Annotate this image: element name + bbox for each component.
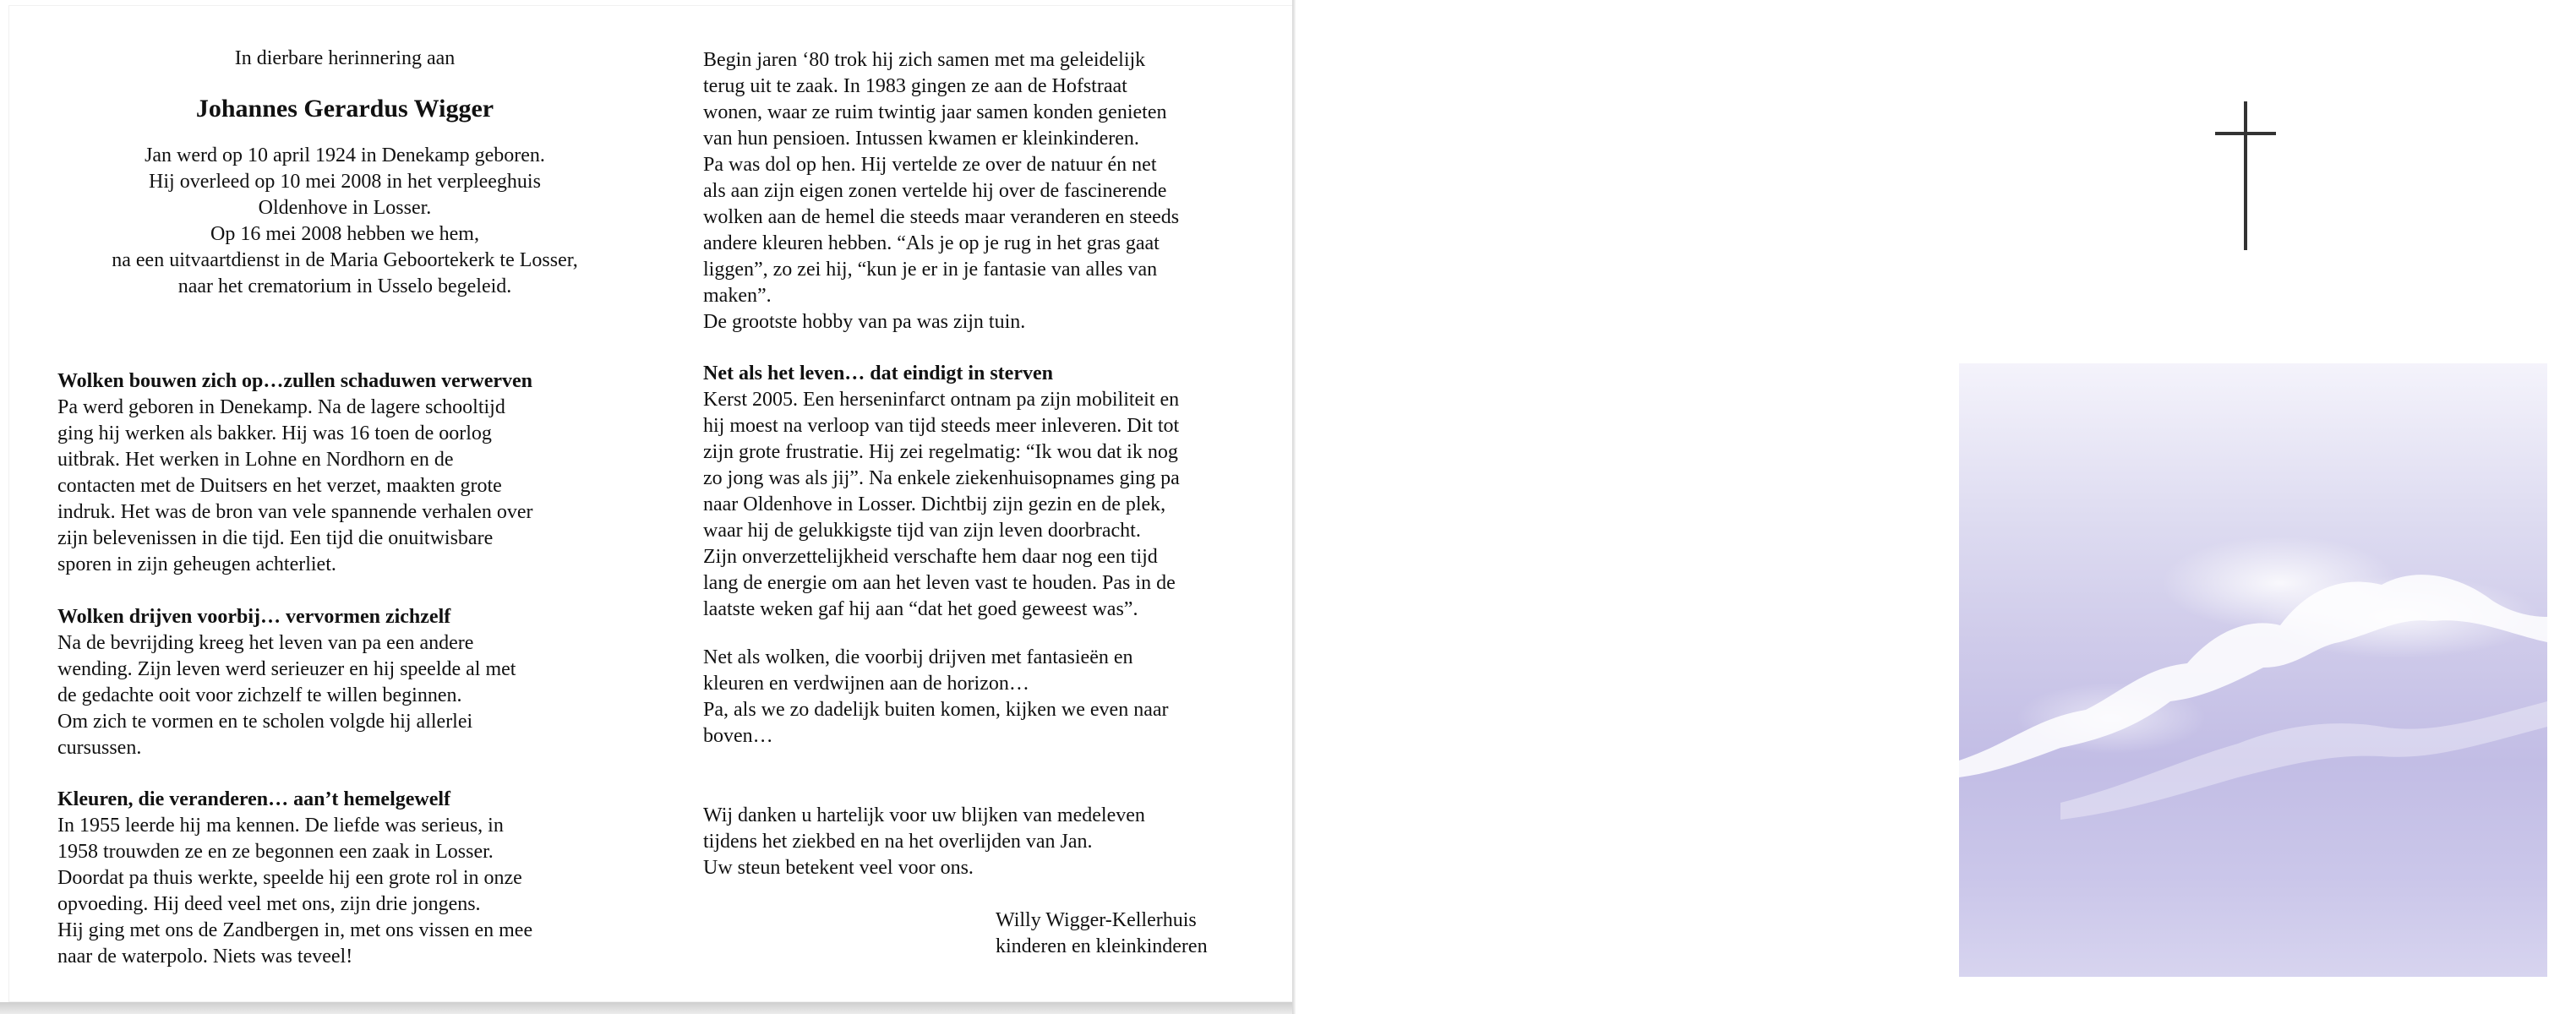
memorial-label: In dierbare herinnering aan [234, 47, 456, 69]
fact-line: Op 16 mei 2008 hebben we hem, [210, 223, 479, 245]
section-illness [703, 361, 1253, 623]
section-heading: Kleuren, die veranderen… aan’t hemelgewelf [57, 788, 451, 810]
deceased-name: Johannes Gerardus Wigger [195, 95, 494, 123]
life-facts [57, 143, 632, 300]
thanks-text: Wij danken u hartelijk voor uw blijken van medeleven tijdens het ziekbed en na het overlijden van Jan. Uw steun betekent veel voor ons. [703, 804, 1145, 879]
signature-block [996, 908, 1208, 960]
section-heading: Wolken bouwen zich op…zullen schaduwen verwerven [57, 370, 533, 392]
section-text: Begin jaren ‘80 trok hij zich samen met ma geleidelijk terug uit te zaak. In 1983 gingen ze aan de Hofstraat wonen, waar ze ruim twintig jaar samen konden genieten van hun pensioen. Intussen kwamen er kleinkinderen. Pa was dol op hen. Hij vertelde ze over de natuur én net als aan zijn eigen zonen vertelde hij over de fascinerende wolken aan de hemel die steeds maar veranderen en steeds andere kleuren hebben. “Als je op je rug in het gras gaat liggen”, zo zei hij, “kun je er in je fantasie van alles van maken”. De grootste hobby van pa was zijn tuin. [703, 49, 1180, 333]
section-text: Kerst 2005. Een herseninfarct ontnam pa zijn mobiliteit en hij moest na verloop van tijd steeds meer inleveren. Dit tot zijn grote frustratie. Hij zei regelmatig: “Ik wou dat ik nog zo jong was als jij”. Na enkele ziekenhuisopnames ging pa naar Oldenhove in Losser. Dichtbij zijn gezin en de plek, waar hij de gelukkigste tijd van zijn leven doorbracht. Zijn onverzettelijkheid verschafte hem daar nog een tijd lang de energie om aan het leven vast te houden. Pas in de laatste weken gaf hij aan “dat het goed geweest was”. [703, 389, 1180, 620]
section-youth [57, 368, 632, 578]
section-text: Net als wolken, die voorbij drijven met fantasieën en kleuren en verdwijnen aan de horizon… Pa, als we zo dadelijk buiten komen, kijken we even naar boven… [703, 646, 1169, 747]
cloud-highlights [1959, 363, 2547, 977]
section-heading: Wolken drijven voorbij… vervormen zichzelf [57, 606, 451, 628]
fact-line: Jan werd op 10 april 1924 in Denekamp geboren. [145, 144, 545, 166]
cloud-sky-image [1959, 363, 2547, 977]
section-retirement [703, 47, 1253, 335]
latin-cross-icon [2244, 101, 2247, 250]
latin-cross-icon-bar [2215, 132, 2276, 135]
section-marriage [57, 787, 632, 970]
intro-block [57, 46, 632, 300]
section-clouds-closing [703, 645, 1253, 750]
fact-line: Hij overleed op 10 mei 2008 in het verpleeghuis [149, 171, 541, 193]
section-text: Pa werd geboren in Denekamp. Na de lagere schooltijd ging hij werken als bakker. Hij was 16 toen de oorlog uitbrak. Het werken in Lohne en Nordhorn en de contacten met de Duitsers en het verzet, maakten grote indruk. Het was de bron van vele spannende verhalen over zijn belevenissen in die tijd. Een tijd die onuitwisbare sporen in zijn geheugen achterliet. [57, 396, 533, 575]
section-thanks [703, 803, 1253, 881]
section-text: Na de bevrijding kreeg het leven van pa een andere wending. Zijn leven werd serieuzer en hij speelde al met de gedachte ooit voor zichzelf te willen beginnen. Om zich te vormen en te scholen volgde hij allerlei cursussen. [57, 632, 516, 759]
section-heading: Net als het leven… dat eindigt in sterven [703, 363, 1053, 384]
fact-line: na een uitvaartdienst in de Maria Geboortekerk te Losser, [112, 249, 578, 271]
signature-line: kinderen en kleinkinderen [996, 935, 1208, 957]
fact-line: naar het crematorium in Usselo begeleid. [177, 275, 512, 297]
section-text: In 1955 leerde hij ma kennen. De liefde was serieus, in 1958 trouwden ze en ze begonnen een zaak in Losser. Doordat pa thuis werkte, speelde hij een grote rol in onze opvoeding. Hij deed veel met ons, zijn drie jongens. Hij ging met ons de Zandbergen in, met ons vissen en mee naar de waterpolo. Niets was teveel! [57, 815, 533, 968]
paper-edge [0, 1002, 1293, 1014]
fact-line: Oldenhove in Losser. [258, 197, 432, 219]
section-liberation [57, 604, 632, 761]
signature-line: Willy Wigger-Kellerhuis [996, 909, 1197, 931]
